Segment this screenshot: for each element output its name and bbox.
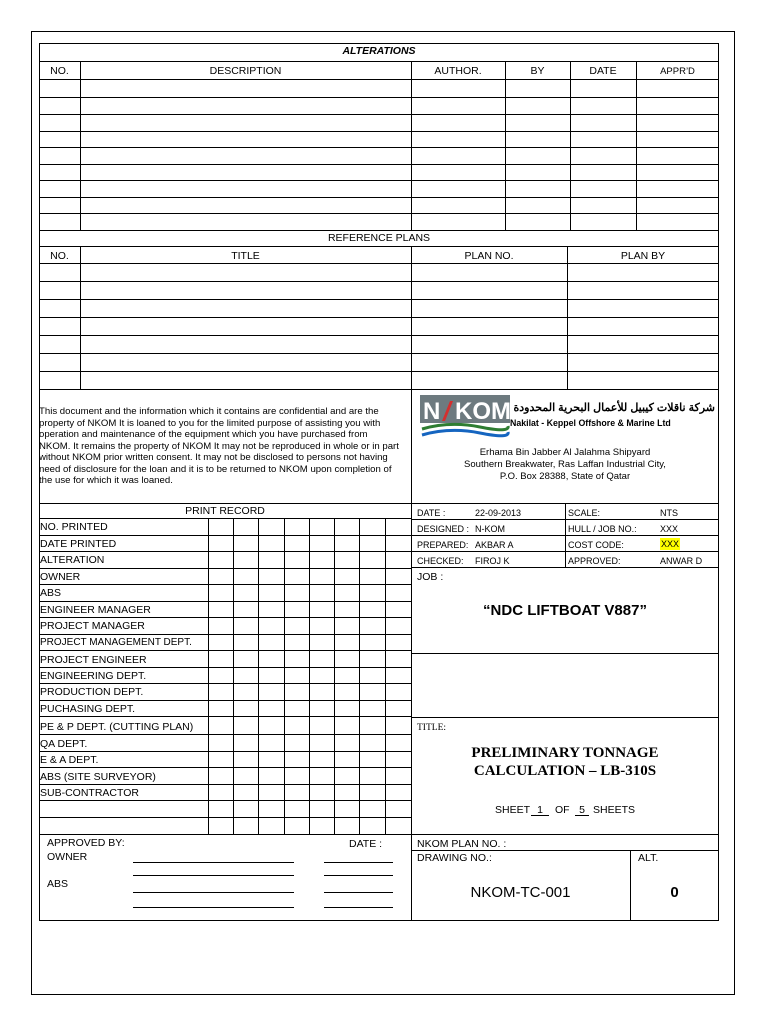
job-value: “NDC LIFTBOAT V887” bbox=[483, 602, 647, 619]
reference-plans-title: REFERENCE PLANS bbox=[327, 232, 431, 244]
print-record-title: PRINT RECORD bbox=[185, 505, 265, 517]
abs-label: ABS bbox=[47, 878, 69, 890]
print-row-label: PROJECT ENGINEER bbox=[40, 654, 147, 666]
date-line bbox=[324, 875, 393, 876]
checked-value: FIROJ K bbox=[475, 556, 510, 566]
alt-header-description: DESCRIPTION bbox=[209, 65, 282, 77]
ref-header-plan-no: PLAN NO. bbox=[464, 250, 514, 262]
print-row-label: PE & P DEPT. (CUTTING PLAN) bbox=[40, 721, 194, 733]
prepared-label: PREPARED: bbox=[417, 540, 469, 550]
hull-label: HULL / JOB NO.: bbox=[568, 524, 637, 534]
address-line-1: Erhama Bin Jabber Al Jalahma Shipyard bbox=[479, 447, 651, 458]
print-row-label: E & A DEPT. bbox=[40, 754, 99, 766]
scale-value: NTS bbox=[660, 508, 678, 518]
drawing-number: NKOM-TC-001 bbox=[470, 884, 571, 901]
company-english-name: Nakilat - Keppel Offshore & Marine Ltd bbox=[510, 418, 671, 428]
print-row-label: ALTERATION bbox=[40, 554, 105, 566]
alt-label: ALT. bbox=[638, 852, 659, 864]
print-row-label: OWNER bbox=[40, 571, 81, 583]
alt-header-date: DATE bbox=[589, 65, 617, 77]
date-line bbox=[324, 862, 393, 863]
scale-label: SCALE: bbox=[568, 508, 601, 518]
alt-header-apprd: APPR’D bbox=[660, 66, 695, 77]
sheet-number: 1 bbox=[537, 804, 543, 816]
print-row-label: NO. PRINTED bbox=[40, 521, 108, 533]
prepared-value: AKBAR A bbox=[475, 540, 514, 550]
drawing-title-line2: CALCULATION – LB-310S bbox=[473, 763, 657, 779]
approved-by-label: APPROVED BY: bbox=[47, 837, 125, 849]
print-row-label: QA DEPT. bbox=[40, 738, 88, 750]
svg-text:KOM: KOM bbox=[455, 398, 510, 425]
nkom-logo bbox=[420, 395, 510, 441]
approval-date-label: DATE : bbox=[349, 838, 383, 850]
print-row-label: DATE PRINTED bbox=[40, 538, 117, 550]
print-row-label: ENGINEERING DEPT. bbox=[40, 670, 147, 682]
sheet-word: SHEET bbox=[495, 804, 531, 816]
print-row-label: ABS bbox=[40, 587, 62, 599]
alt-header-by: BY bbox=[530, 65, 545, 77]
date-line bbox=[324, 892, 393, 893]
designed-value: N-KOM bbox=[475, 524, 505, 534]
title-label: TITLE: bbox=[417, 723, 447, 733]
print-row-label: SUB-CONTRACTOR bbox=[40, 787, 139, 799]
date-value: 22-09-2013 bbox=[475, 508, 522, 518]
print-row-label: PROJECT MANAGER bbox=[40, 620, 145, 632]
print-row-label: ABS (SITE SURVEYOR) bbox=[40, 771, 156, 783]
drawing-title-line1: PRELIMINARY TONNAGE bbox=[471, 745, 659, 761]
address-line-3: P.O. Box 28388, State of Qatar bbox=[499, 471, 631, 482]
of-word: OF bbox=[555, 804, 570, 816]
print-row-label: ENGINEER MANAGER bbox=[40, 604, 151, 616]
ref-header-no: NO. bbox=[50, 250, 69, 262]
date-line bbox=[324, 907, 393, 908]
approved-value: ANWAR D bbox=[660, 556, 703, 566]
owner-signature-line bbox=[133, 875, 294, 876]
alt-header-author: AUTHOR. bbox=[434, 65, 482, 77]
date-label: DATE : bbox=[417, 508, 446, 518]
sheets-word: SHEETS bbox=[593, 804, 636, 816]
abs-signature-line bbox=[133, 892, 294, 893]
alt-value: 0 bbox=[670, 884, 679, 901]
cost-code-label: COST CODE: bbox=[568, 540, 624, 550]
svg-text:N: N bbox=[423, 398, 441, 425]
job-label: JOB : bbox=[417, 571, 444, 583]
print-row-label: PRODUCTION DEPT. bbox=[40, 686, 144, 698]
owner-label: OWNER bbox=[47, 851, 88, 863]
print-row-label: PUCHASING DEPT. bbox=[40, 703, 136, 715]
confidentiality-notice: This document and the information which it contains are confidential and are the property of NKOM It is loaned to you for the limited purpose of assisting you with operation and maintenance of the equipment which you have purchased from NKOM. It remains the property of NKOM It may not be reproduced in whole or in part without NKOM prior written consent. It may not be disclosed to persons not having need of disclosure for the loan and it is to be returned to NKOM upon completion of the use for which it was loaned. bbox=[39, 406, 399, 486]
sheet-total: 5 bbox=[579, 804, 585, 816]
ref-header-plan-by: PLAN BY bbox=[620, 250, 666, 262]
company-arabic-name: شركة ناقلات كيبيل للأعمال البحرية المحدودة bbox=[513, 402, 715, 414]
alterations-title: ALTERATIONS bbox=[342, 45, 416, 57]
alt-header-no: NO. bbox=[50, 65, 69, 77]
cost-code-value: XXX bbox=[661, 539, 680, 549]
print-row-label: PROJECT MANAGEMENT DEPT. bbox=[40, 637, 192, 648]
ref-header-title: TITLE bbox=[231, 250, 260, 262]
abs-signature-line bbox=[133, 907, 294, 908]
nkom-plan-label: NKOM PLAN NO. : bbox=[417, 838, 507, 850]
address-line-2: Southern Breakwater, Ras Laffan Industrial City, bbox=[464, 459, 666, 470]
designed-label: DESIGNED : bbox=[417, 524, 470, 534]
hull-value: XXX bbox=[660, 524, 679, 534]
checked-label: CHECKED: bbox=[417, 556, 464, 566]
drawing-no-label: DRAWING NO.: bbox=[417, 852, 492, 864]
approved-label: APPROVED: bbox=[568, 556, 621, 566]
owner-signature-line bbox=[133, 862, 294, 863]
